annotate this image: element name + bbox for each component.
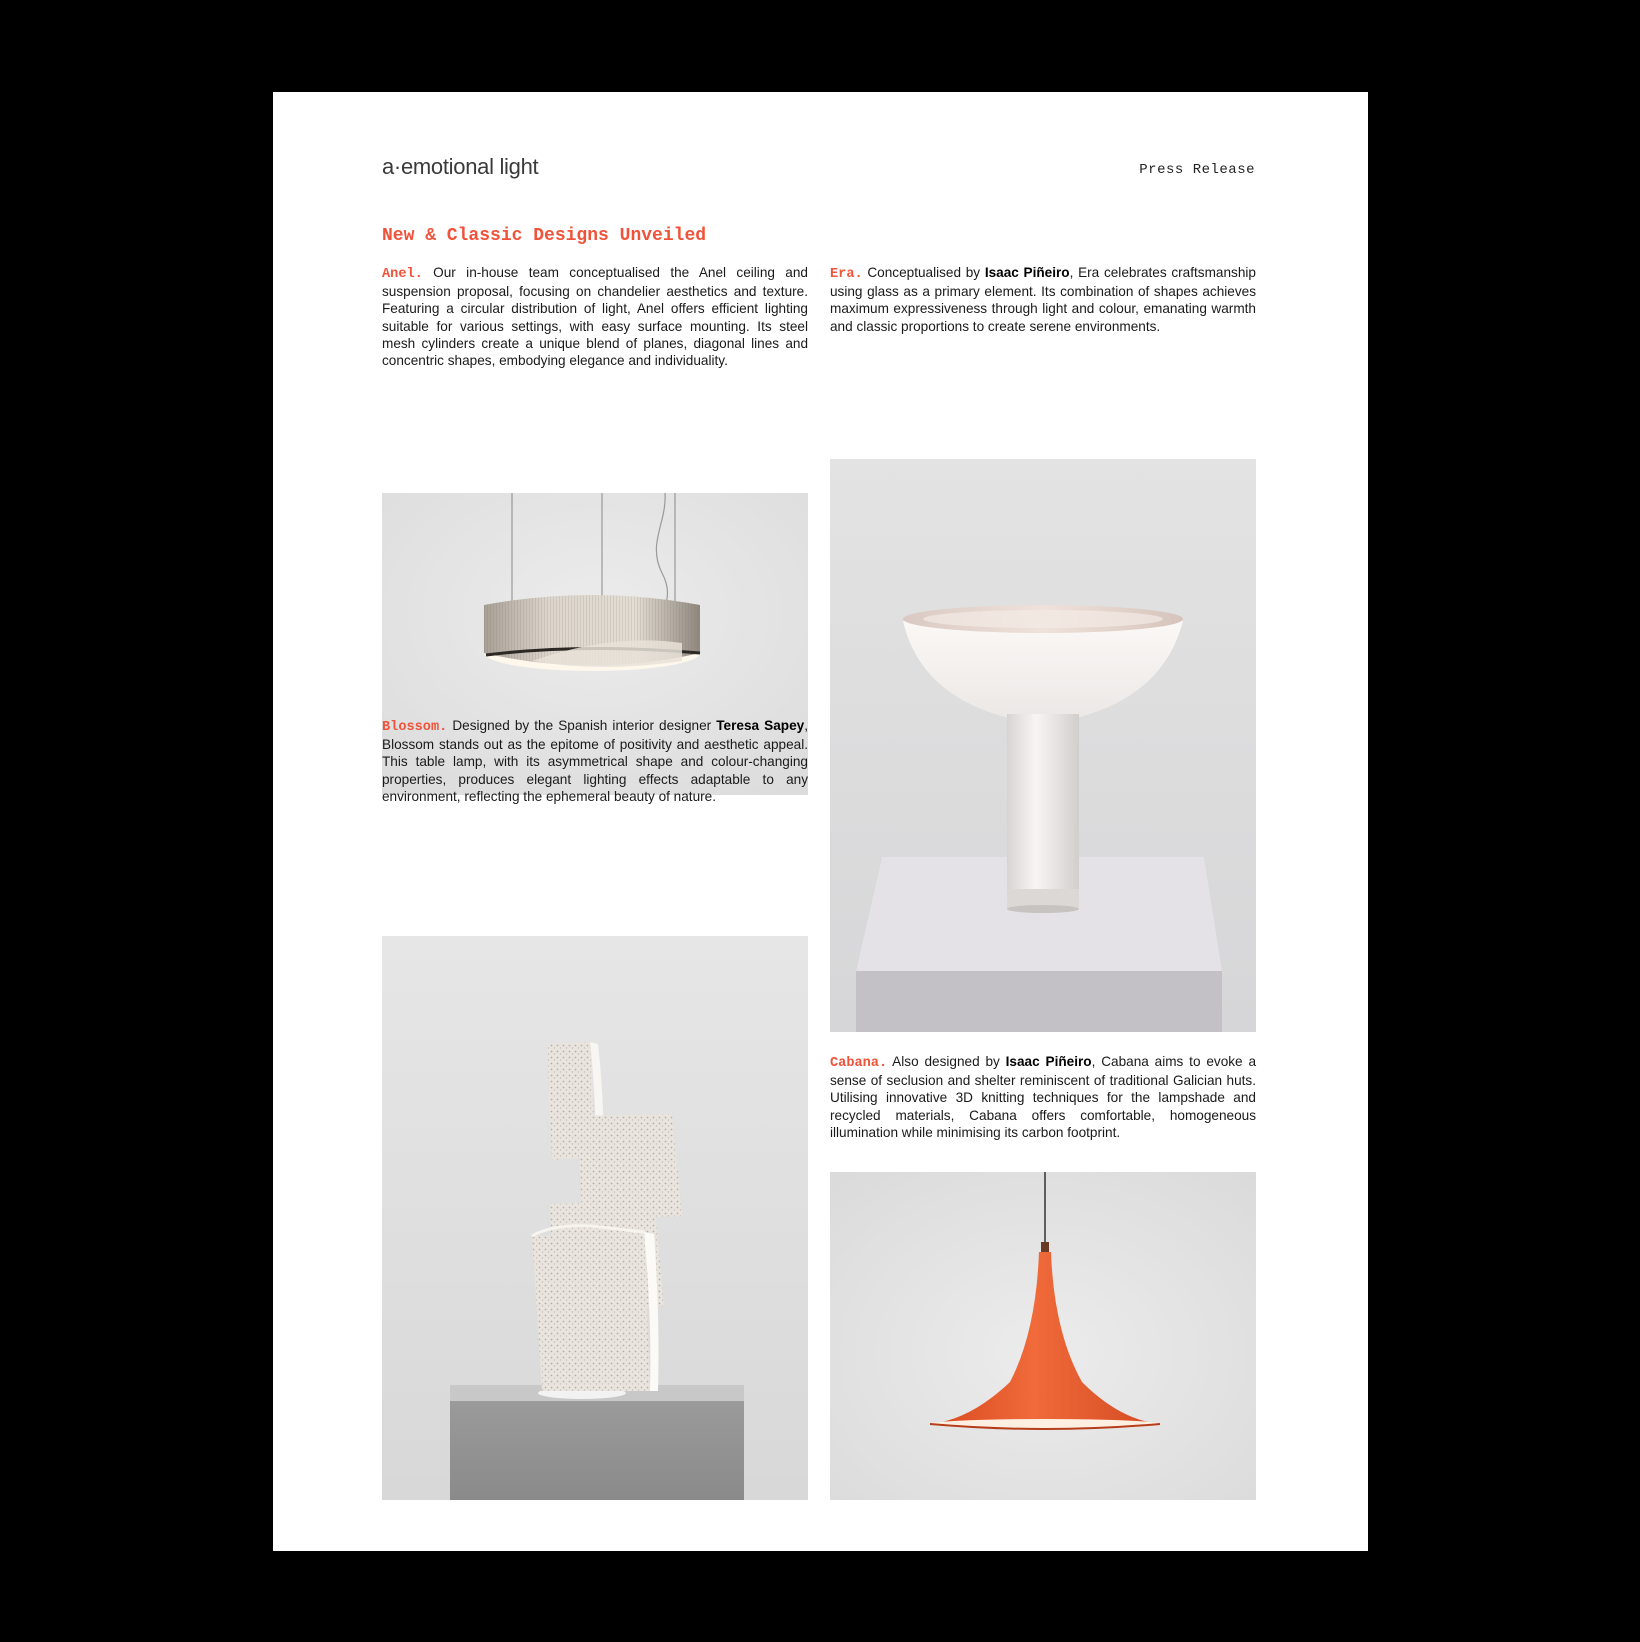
anel-text: Our in-house team conceptualised the Anel ceiling and suspension proposal, focusing on chandelier aesthetics and texture. Featuring a circular distribution of light, Anel offers efficient lighting suitable for various settings, with easy surface mounting. Its steel mesh cylinders create a unique blend of planes, diagonal lines and concentric shapes, embodying elegance and individuality. — [382, 265, 808, 369]
blossom-photo — [382, 936, 808, 1500]
cabana-text-before: Also designed by — [887, 1054, 1006, 1069]
blossom-designer: Teresa Sapey — [716, 718, 805, 733]
cabana-text-after: , Cabana aims to evoke a sense of seclusion and shelter reminiscent of traditional Galician huts. Utilising innovative 3D knitting techniques for the lampshade and recycled materials, Cabana offers comfortable, homogeneous illumination while minimising its carbon footprint. — [830, 1054, 1257, 1140]
era-product-name: Era. — [830, 267, 863, 282]
left-column — [382, 264, 808, 804]
blossom-description — [382, 717, 808, 805]
era-description — [830, 264, 1256, 335]
cabana-designer: Isaac Piñeiro — [1005, 1054, 1092, 1069]
era-designer: Isaac Piñeiro — [984, 265, 1070, 280]
era-text-before: Conceptualised by — [862, 265, 985, 280]
blossom-product-name: Blossom. — [382, 720, 448, 735]
cabana-description — [830, 1053, 1256, 1141]
press-release-page — [273, 92, 1368, 1551]
right-column — [830, 264, 1257, 1140]
blossom-text-after: , Blossom stands out as the epitome of positivity and aesthetic appeal. This table lamp, with its asymmetrical shape and colour-changing properties, produces elegant lighting effects adaptable to any environment, reflecting the ephemeral beauty of nature. — [382, 718, 808, 804]
era-text-after: , Era celebrates craftsmanship using glass as a primary element. Its combination of shapes achieves maximum expressiveness through light and colour, emanating warmth and classic proportions to create serene environments. — [830, 265, 1256, 334]
anel-description — [382, 264, 808, 369]
blossom-text-before: Designed by the Spanish interior designer — [447, 718, 717, 733]
anel-product-name: Anel. — [382, 267, 423, 282]
brand-logo: a·emotional light — [382, 154, 539, 179]
section-title: New & Classic Designs Unveiled — [382, 226, 707, 246]
cabana-photo — [830, 1172, 1256, 1500]
era-photo — [830, 459, 1256, 1032]
document-type-label: Press Release — [1139, 162, 1255, 178]
cabana-product-name: Cabana. — [830, 1056, 888, 1071]
